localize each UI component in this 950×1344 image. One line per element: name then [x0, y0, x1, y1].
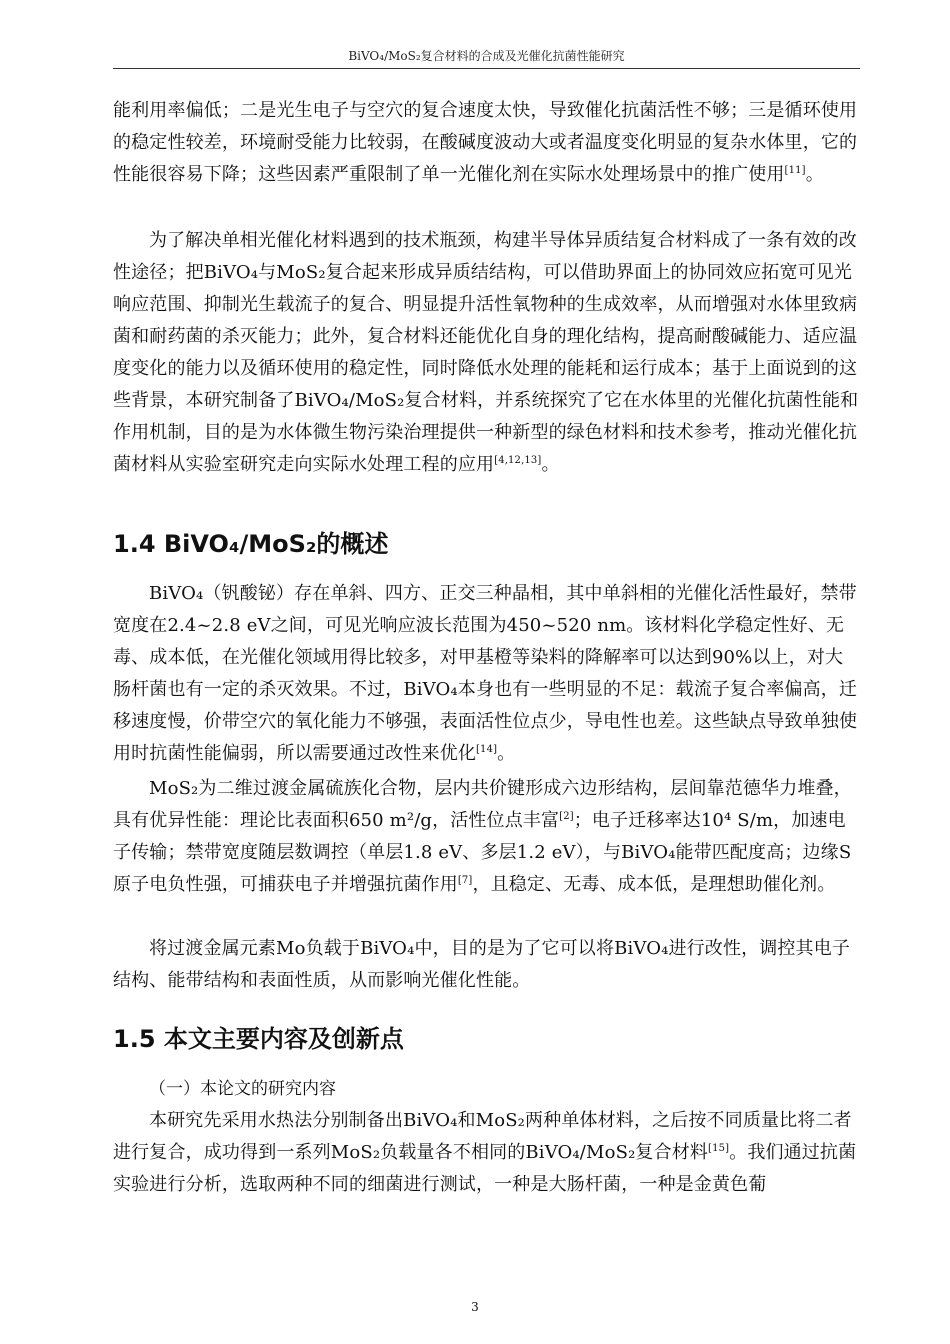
citation: [15] [708, 1143, 730, 1154]
paragraph-text: MoS₂为二维过渡金属硫族化合物，层内共价键形成六边形结构，层间靠范德华力堆叠，具有优异性能：理论比表面积650 m²/g，活性位点丰富 [113, 778, 852, 831]
subsection-heading: （一）本论文的研究内容 [149, 1079, 336, 1099]
paragraph-text: BiVO₄（钒酸铋）存在单斜、四方、正交三种晶相，其中单斜相的光催化活性最好，禁带宽度在2.4~2.8 eV之间，可见光响应波长范围为450~520 nm。该材料化学稳定性好、无毒、成本低，在光催化领域用得比较多，对甲基橙等染料的降解率可以达到90%以上，对大肠杆菌也有一定的杀灭效果。不过，BiVO₄本身也有一些明显的不足：载流子复合率偏高，迁移速度慢，价带空穴的氧化能力不够强，表面活性位点少，导电性也差。这些缺点导致单独使用时抗菌性能偏弱，所以需要通过改性来优化 [113, 583, 858, 764]
citation: [14] [476, 744, 498, 755]
citation: [11] [784, 165, 806, 176]
paragraph-text: 。我们通过抗菌实验进行分析，选取两种不同的细菌进行测试，一种是大肠杆菌，一种是金黄色葡 [113, 1142, 857, 1195]
paragraph-text: ，且稳定、无毒、成本低，是理想助催化剂。 [472, 874, 836, 895]
running-header: BiVO₄/MoS₂复合材料的合成及光催化抗菌性能研究 [113, 48, 860, 69]
paragraph-mo-loading: 将过渡金属元素Mo负载于BiVO₄中，目的是为了它可以将BiVO₄进行改性，调控其电子结构、能带结构和表面性质，从而影响光催化性能。 [113, 938, 850, 991]
paragraph-heterojunction [113, 225, 860, 481]
citation: [2] [559, 811, 574, 822]
section-heading-1-4: 1.4 BiVO₄/MoS₂的概述 [113, 530, 389, 558]
paragraph-end: 。 [541, 454, 560, 475]
page-number: 3 [471, 1300, 479, 1314]
paragraph-text: 为了解决单相光催化材料遇到的技术瓶颈，构建半导体异质结复合材料成了一条有效的改性途径；把BiVO₄与MoS₂复合起来形成异质结结构，可以借助界面上的协同效应拓宽可见光响应范围、抑制光生载流子的复合、明显提升活性氧物种的生成效率，从而增强对水体里致病菌和耐药菌的杀灭能力；此外，复合材料还能优化自身的理化结构，提高耐酸碱能力、适应温度变化的能力以及循环使用的稳定性，同时降低水处理的能耗和运行成本；基于上面说到的这些背景，本研究制备了BiVO₄/MoS₂复合材料，并系统探究了它在水体里的光催化抗菌性能和作用机制，目的是为水体微生物污染治理提供一种新型的绿色材料和技术参考，推动光催化抗菌材料从实验室研究走向实际水处理工程的应用 [113, 230, 859, 475]
paragraph-end: 。 [805, 164, 824, 185]
citation: [7] [457, 875, 473, 886]
paragraph-continuation [113, 95, 860, 191]
paragraph-bivo4 [113, 578, 860, 770]
paragraph-research-content [113, 1105, 860, 1201]
citation: [4,12,13] [494, 455, 542, 466]
paragraph-text: 本研究先采用水热法分别制备出BiVO₄和MoS₂两种单体材料，之后按不同质量比将二者进行复合，成功得到一系列MoS₂负载量各不相同的BiVO₄/MoS₂复合材料 [113, 1110, 852, 1163]
section-heading-1-5: 1.5 本文主要内容及创新点 [113, 1025, 404, 1053]
paragraph-text: 能利用率偏低；二是光生电子与空穴的复合速度太快，导致催化抗菌活性不够；三是循环使用的稳定性较差，环境耐受能力比较弱，在酸碱度波动大或者温度变化明显的复杂水体里，它的性能很容易下降；这些因素严重限制了单一光催化剂在实际水处理场景中的推广使用 [113, 100, 858, 185]
paragraph-end: 。 [497, 743, 516, 764]
paragraph-text: ；电子迁移率达10⁴ S/m，加速电子传输；禁带宽度随层数调控（单层1.8 eV、多层1.2 eV），与BiVO₄能带匹配度高；边缘S原子电负性强，可捕获电子并增强抗菌作用 [113, 810, 852, 895]
paragraph-mos2 [113, 773, 860, 901]
